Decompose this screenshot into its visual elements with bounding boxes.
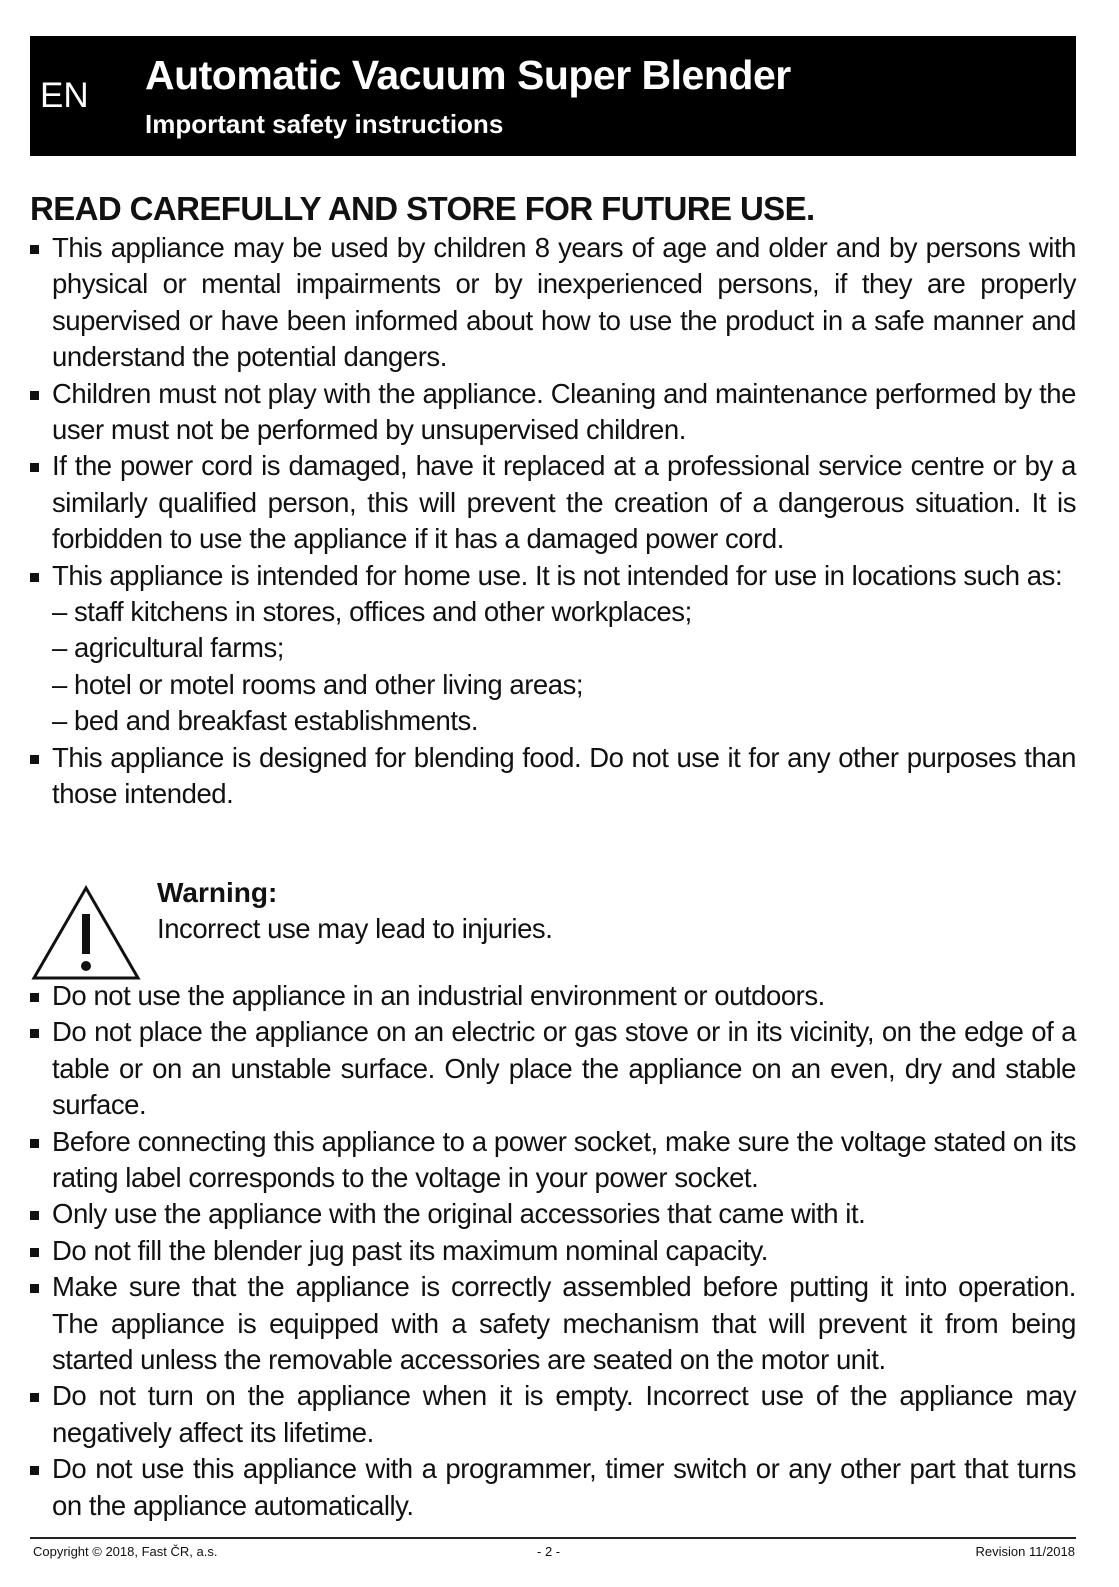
list-item: [30, 978, 1076, 1014]
bullet-icon: [30, 1248, 39, 1257]
list-item-text: Children must not play with the appliance. Cleaning and maintenance performed by the user must not be performed by unsupervised children.: [52, 377, 1076, 446]
list-item-text: Make sure that the appliance is correctly assembled before putting it into operation. The appliance is equipped with a safety mechanism that will prevent it from being started unless the removable accessories are seated on the motor unit.: [52, 1271, 1076, 1376]
language-code: EN: [40, 76, 89, 115]
bullet-icon: [30, 573, 39, 582]
list-item-text: Do not place the appliance on an electric or gas stove or in its vicinity, on the edge of a table or on an unstable surface. Only place the appliance on an even, dry and stable surface.: [52, 1016, 1076, 1121]
list-item: [30, 230, 1076, 376]
sub-list-item-text: bed and breakfast establishments.: [74, 705, 479, 737]
sub-list-item: [52, 703, 1076, 739]
bullet-icon: [30, 1393, 39, 1402]
sub-list-item-text: staff kitchens in stores, offices and other workplaces;: [74, 596, 692, 628]
dash-icon: –: [52, 668, 67, 700]
bullet-icon: [30, 993, 39, 1002]
list-item: [30, 1124, 1076, 1197]
bullet-icon: [30, 1211, 39, 1220]
safety-list-usage: [30, 978, 1076, 1524]
bullet-icon: [30, 391, 39, 400]
sub-list-item-text: agricultural farms;: [74, 632, 284, 664]
sub-list-item: [52, 667, 1076, 703]
list-item-text: Only use the appliance with the original accessories that came with it.: [52, 1198, 866, 1230]
bullet-icon: [30, 1139, 39, 1148]
footer-divider: [30, 1537, 1076, 1539]
dash-icon: –: [52, 632, 67, 664]
bullet-icon: [30, 1284, 39, 1293]
footer-revision: Revision 11/2018: [975, 1544, 1075, 1559]
bullet-icon: [30, 1029, 39, 1038]
list-item-text: If the power cord is damaged, have it replaced at a professional service centre or by a similarly qualified person, this will prevent the creation of a dangerous situation. It is forbidden to use the appliance if it has a damaged power cord.: [52, 450, 1076, 555]
warning-title: Warning:: [157, 877, 278, 908]
list-item-text: This appliance is intended for home use. It is not intended for use in locations such as:: [52, 559, 1063, 591]
list-item: [30, 376, 1076, 449]
document-header: [30, 36, 1076, 156]
warning-text: Incorrect use may lead to injuries.: [157, 913, 553, 944]
footer-page-number: - 2 -: [537, 1544, 561, 1559]
list-item: [30, 1014, 1076, 1123]
document-title: Automatic Vacuum Super Blender: [145, 52, 791, 98]
sub-list-item-text: hotel or motel rooms and other living areas;: [74, 668, 584, 700]
list-item-text: Do not use this appliance with a programmer, timer switch or any other part that turns on the appliance automatically.: [52, 1453, 1076, 1521]
list-item-text: This appliance is designed for blending food. Do not use it for any other purposes than those intended.: [52, 741, 1076, 810]
list-item-text: Do not use the appliance in an industrial environment or outdoors.: [52, 980, 825, 1011]
list-item: [30, 1196, 1076, 1232]
list-item: [30, 1233, 1076, 1269]
list-item: [30, 448, 1076, 557]
safety-list-general: [30, 230, 1076, 813]
footer-copyright: Copyright © 2018, Fast ČR, a.s.: [33, 1544, 218, 1559]
sub-list-item: [52, 594, 1076, 630]
sub-list-item: [52, 630, 1076, 666]
list-item-text: Do not turn on the appliance when it is empty. Incorrect use of the appliance may negatively affect its lifetime.: [52, 1380, 1076, 1448]
bullet-icon: [30, 245, 39, 254]
warning-triangle-icon: [30, 884, 142, 982]
list-item: [30, 558, 1076, 740]
dash-icon: –: [52, 596, 67, 628]
bullet-icon: [30, 755, 39, 764]
list-item: [30, 740, 1076, 813]
bullet-icon: [30, 463, 39, 472]
list-item-text: Do not fill the blender jug past its maximum nominal capacity.: [52, 1234, 768, 1266]
section-heading: READ CAREFULLY AND STORE FOR FUTURE USE.: [30, 190, 815, 227]
list-item-text: Before connecting this appliance to a power socket, make sure the voltage stated on its rating label corresponds to the voltage in your power socket.: [52, 1125, 1076, 1194]
list-item: [30, 1378, 1076, 1451]
dash-icon: –: [52, 705, 67, 737]
document-subtitle: Important safety instructions: [145, 109, 504, 139]
list-item: [30, 1451, 1076, 1524]
bullet-icon: [30, 1466, 39, 1475]
list-item-text: This appliance may be used by children 8 years of age and older and by persons with physical or mental impairments or by inexperienced persons, if they are properly supervised or have been informed about how to use the product in a safe manner and understand the potential dangers.: [52, 232, 1076, 373]
list-item: [30, 1269, 1076, 1378]
